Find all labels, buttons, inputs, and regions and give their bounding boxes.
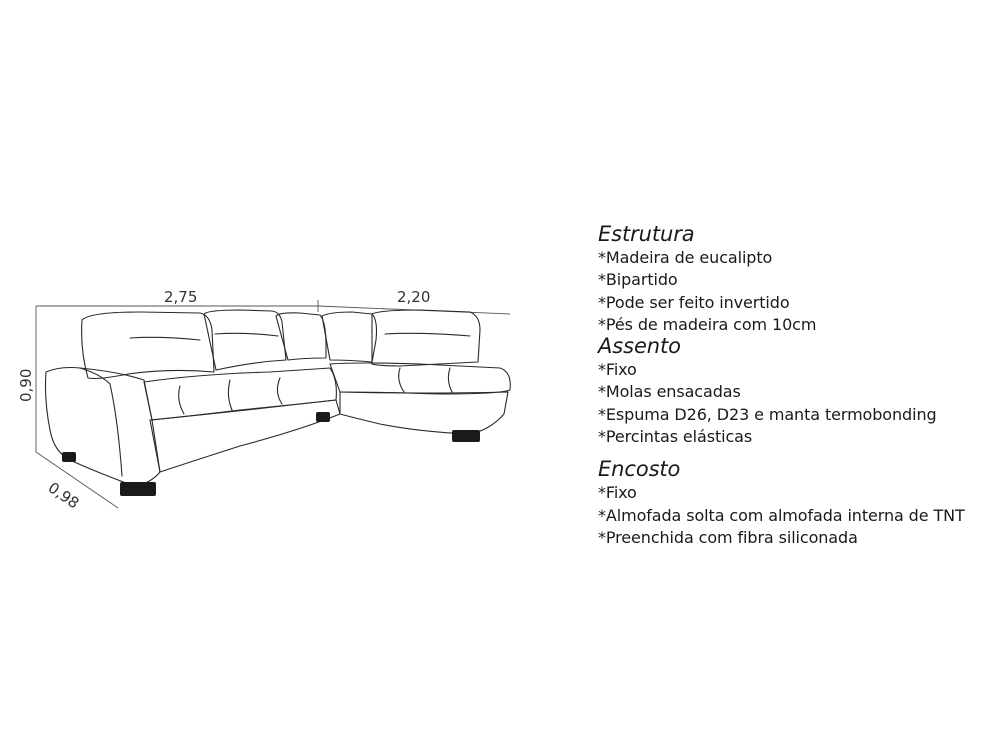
spec-section-assento bbox=[598, 333, 993, 448]
back-cushion-middle bbox=[204, 310, 286, 370]
foot-middle bbox=[316, 412, 330, 422]
sofa-feet bbox=[62, 412, 480, 496]
foot-front-left bbox=[120, 482, 156, 496]
spec-item: *Madeira de eucalipto bbox=[598, 248, 773, 267]
back-cushion-left bbox=[82, 312, 214, 379]
spec-item: *Preenchida com fibra siliconada bbox=[598, 527, 858, 547]
width-left-label: 2,75 bbox=[164, 288, 198, 306]
spec-item: *Espuma D26, D23 e manta termobonding bbox=[598, 404, 937, 424]
spec-item: *Bipartido bbox=[598, 270, 678, 290]
seat-cushion-right bbox=[330, 363, 510, 394]
sofa-base-left bbox=[150, 400, 340, 472]
spec-item: *Molas ensacadas bbox=[598, 382, 741, 402]
foot-right bbox=[452, 430, 480, 442]
sofa-drawing bbox=[46, 310, 511, 486]
spec-item: *Almofada solta com almofada interna de TNT bbox=[598, 505, 965, 525]
spec-title-encosto: Encosto bbox=[598, 457, 681, 482]
foot-left bbox=[62, 452, 76, 462]
spec-item: *Pés de madeira com 10cm bbox=[598, 314, 817, 334]
specs-panel bbox=[598, 221, 993, 549]
depth-label: 0,98 bbox=[44, 478, 83, 513]
sofa-base-right bbox=[340, 392, 508, 434]
dimension-lines bbox=[36, 300, 510, 508]
width-right-label: 2,20 bbox=[397, 288, 431, 306]
back-cushion-right bbox=[372, 310, 480, 366]
spec-title-estrutura: Estrutura bbox=[598, 222, 695, 246]
back-cushion-corner-right bbox=[322, 312, 377, 362]
spec-title-assento: Assento bbox=[598, 334, 681, 359]
height-label: 0,90 bbox=[17, 368, 35, 402]
spec-item: *Percintas elásticas bbox=[598, 427, 753, 447]
seat-cushion-left bbox=[144, 368, 336, 420]
spec-section-encosto bbox=[598, 456, 993, 549]
spec-item: *Fixo bbox=[598, 483, 637, 503]
spec-item: *Fixo bbox=[598, 360, 637, 380]
spec-section-estrutura bbox=[598, 221, 993, 336]
left-arm bbox=[46, 368, 161, 487]
spec-item: *Pode ser feito invertido bbox=[598, 292, 790, 312]
